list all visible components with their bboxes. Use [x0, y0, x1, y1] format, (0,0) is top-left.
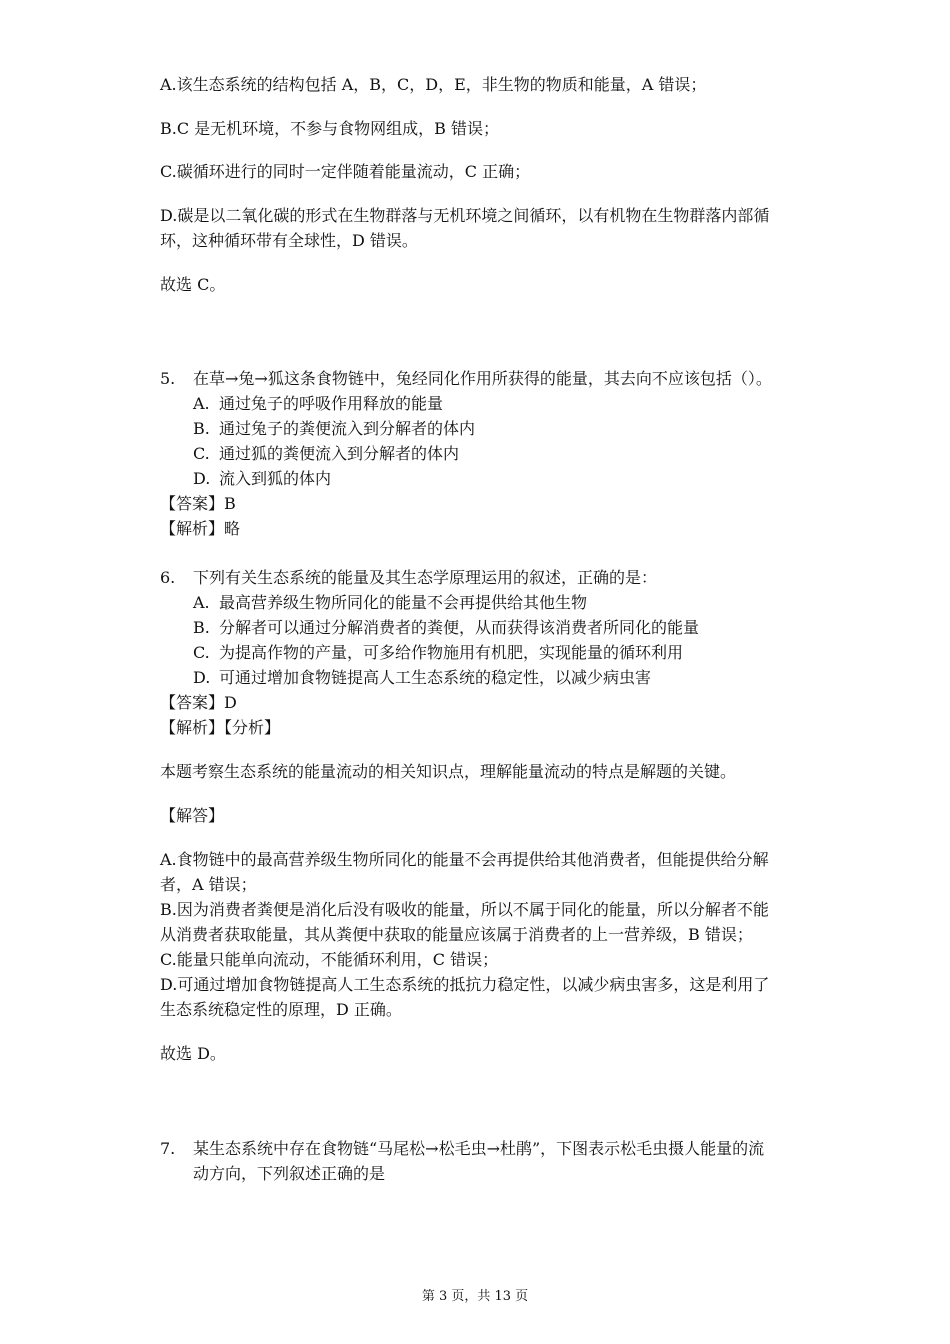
q6-solution-a-line1: A.食物链中的最高营养级生物所同化的能量不会再提供给其他消费者，但能提供给分解 [160, 850, 769, 869]
q6-option-b-letter: B. [193, 618, 210, 637]
q6-option-c [193, 642, 683, 664]
q6-option-c-text: 为提高作物的产量，可多给作物施用有机肥，实现能量的循环利用 [219, 643, 684, 662]
q5-analysis: 【解析】略 [160, 519, 241, 538]
prev-explanation-d-line2: 环，这种循环带有全球性，D 错误。 [160, 231, 418, 250]
prev-explanation-c: C.碳循环进行的同时一定伴随着能量流动，C 正确； [160, 162, 531, 181]
page-footer: 第 3 页，共 13 页 [421, 1289, 529, 1304]
q5-number: 5. [160, 369, 176, 388]
q6-option-d-text: 可通过增加食物链提高人工生态系统的稳定性，以减少病虫害 [219, 668, 652, 687]
q6-option-d [193, 667, 651, 689]
q6-solution-d-line2: 生态系统稳定性的原理，D 正确。 [160, 1000, 402, 1019]
q6-stem: 下列有关生态系统的能量及其生态学原理运用的叙述，正确的是： [193, 568, 658, 587]
prev-explanation-d-line1: D.碳是以二氧化碳的形式在生物群落与无机环境之间循环，以有机物在生物群落内部循 [160, 206, 770, 225]
q5-option-a-text: 通过兔子的呼吸作用释放的能量 [219, 394, 444, 413]
q6-answer: 【答案】D [160, 693, 237, 712]
q5-option-d-text: 流入到狐的体内 [219, 469, 332, 488]
q6-solution-d-line1: D.可通过增加食物链提高人工生态系统的抵抗力稳定性，以减少病虫害多，这是利用了 [160, 975, 770, 994]
q5-option-d [193, 468, 331, 490]
q5-option-b-letter: B. [193, 419, 210, 438]
q6-option-c-letter: C. [193, 643, 210, 662]
q5-stem: 在草→兔→狐这条食物链中，兔经同化作用所获得的能量，其去向不应该包括（）。 [193, 369, 772, 388]
q5-answer: 【答案】B [160, 494, 236, 513]
q6-solution-c: C.能量只能单向流动，不能循环利用，C 错误； [160, 950, 499, 969]
q6-solution-a-line2: 者，A 错误； [160, 875, 257, 894]
prev-conclusion: 故选 C。 [160, 275, 226, 294]
q6-option-a [193, 592, 587, 614]
q5-option-a [193, 393, 443, 415]
q5-option-b-text: 通过兔子的粪便流入到分解者的体内 [219, 419, 476, 438]
q7-number: 7. [160, 1139, 176, 1158]
q6-analysis-text: 本题考察生态系统的能量流动的相关知识点，理解能量流动的特点是解题的关键。 [160, 762, 737, 781]
q5-option-c [193, 443, 459, 465]
q5-option-c-text: 通过狐的粪便流入到分解者的体内 [219, 444, 460, 463]
q6-option-b [193, 617, 699, 639]
q5-option-b [193, 418, 475, 440]
q6-analysis-header: 【解析】【分析】 [160, 718, 281, 737]
q5-option-d-letter: D. [193, 469, 211, 488]
q5-option-c-letter: C. [193, 444, 210, 463]
q6-option-b-text: 分解者可以通过分解消费者的粪便，从而获得该消费者所同化的能量 [219, 618, 700, 637]
q6-option-a-text: 最高营养级生物所同化的能量不会再提供给其他生物 [219, 593, 588, 612]
q7-stem-line1: 某生态系统中存在食物链“马尾松→松毛虫→杜鹃”，下图表示松毛虫摄人能量的流 [193, 1139, 765, 1158]
prev-explanation-b: B.C 是无机环境，不参与食物网组成，B 错误； [160, 119, 500, 138]
q6-solution-b-line1: B.因为消费者粪便是消化后没有吸收的能量，所以不属于同化的能量，所以分解者不能 [160, 900, 769, 919]
q6-conclusion: 故选 D。 [160, 1044, 226, 1063]
q6-option-d-letter: D. [193, 668, 211, 687]
q6-solution-b-line2: 从消费者获取能量，其从粪便中获取的能量应该属于消费者的上一营养级，B 错误； [160, 925, 753, 944]
q5-option-a-letter: A. [193, 394, 210, 413]
q7-stem-line2: 动方向，下列叙述正确的是 [193, 1164, 386, 1183]
q6-solution-header: 【解答】 [160, 806, 225, 825]
q6-number: 6. [160, 568, 176, 587]
prev-explanation-a: A.该生态系统的结构包括 A，B，C，D，E，非生物的物质和能量，A 错误； [160, 75, 707, 94]
q6-option-a-letter: A. [193, 593, 210, 612]
